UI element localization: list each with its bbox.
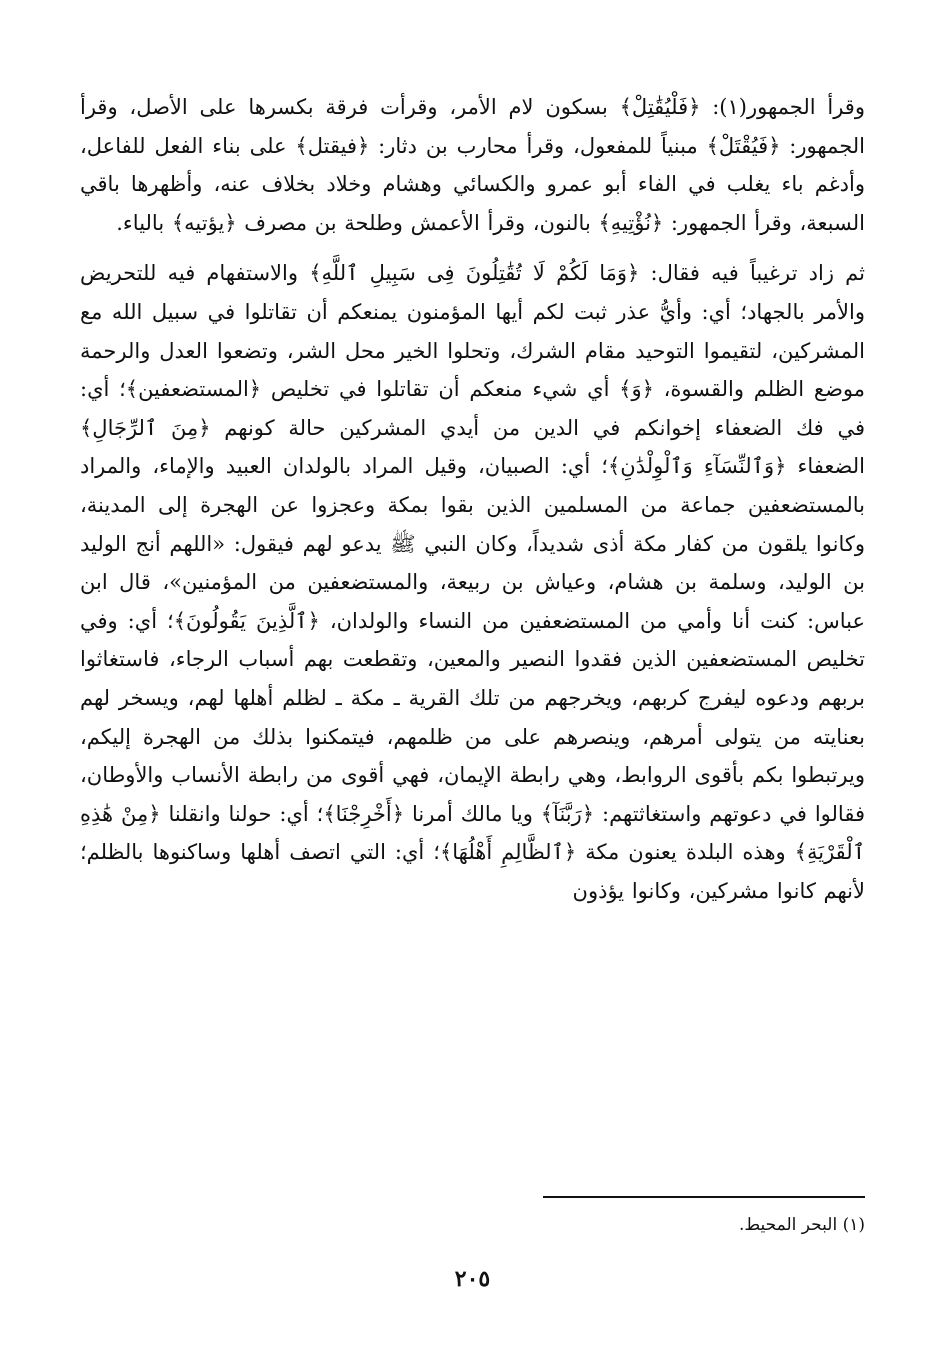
page-number: ٢٠٥ bbox=[454, 1266, 491, 1292]
page-body bbox=[80, 88, 865, 910]
footnote: (١) البحر المحيط. bbox=[739, 1215, 865, 1235]
paragraph-readings: وقرأ الجمهور(١): ﴿فَلْيُقَٰتِلْ﴾ بسكون لام الأمر، وقرأت فرقة بكسرها على الأصل، وقرأ الجمهور: ﴿فَيُقْتَلْ﴾ مبنياً للمفعول، وقرأ محارب بن دثار: ﴿فيقتل﴾ على بناء الفعل للفاعل، وأدغم باء يغلب في الفاء أبو عمرو والكسائي وهشام وخلاد بخلاف عنه، وأظهرها باقي السبعة، وقرأ الجمهور: ﴿نُؤْتِيهِ﴾ بالنون، وقرأ الأعمش وطلحة بن مصرف ﴿يؤتيه﴾ بالياء. bbox=[80, 95, 865, 235]
footnote-divider bbox=[543, 1196, 865, 1198]
paragraph-exegesis: ثم زاد ترغيباً فيه فقال: ﴿وَمَا لَكُمْ لَا تُقَٰتِلُونَ فِى سَبِيلِ ٱللَّهِ﴾ والاستفهام فيه للتحريض والأمر بالجهاد؛ أي: وأيُّ عذر ثبت لكم أيها المؤمنون يمنعكم أن تقاتلوا في سبيل الله مع المشركين، لتقيموا التوحيد مقام الشرك، وتحلوا الخير محل الشر، وتضعوا العدل والرحمة موضع الظلم والقسوة، ﴿وَ﴾ أي شيء منعكم أن تقاتلوا في تخليص ﴿المستضعفين﴾؛ أي: في فك الضعفاء إخوانكم في الدين من أيدي المشركين حالة كونهم ﴿مِنَ ٱلرِّجَالِ﴾ الضعفاء ﴿وَٱلنِّسَآءِ وَٱلْوِلْدَٰنِ﴾؛ أي: الصبيان، وقيل المراد بالولدان العبيد والإماء، والمراد بالمستضعفين جماعة من المسلمين الذين بقوا بمكة وعجزوا عن الهجرة إلى المدينة، وكانوا يلقون من كفار مكة أذى شديداً، وكان النبي ﷺ يدعو لهم فيقول: «اللهم أنج الوليد بن الوليد، وسلمة بن هشام، وعياش بن ربيعة، والمستضعفين من المؤمنين»، قال ابن عباس: كنت أنا وأمي من المستضعفين من النساء والولدان، ﴿ٱلَّذِينَ يَقُولُونَ﴾؛ أي: وفي تخليص المستضعفين الذين فقدوا النصير والمعين، وتقطعت بهم أسباب الرجاء، فاستغاثوا بربهم ودعوه ليفرج كربهم، ويخرجهم من تلك القرية ـ مكة ـ لظلم أهلها لهم، ويسخر لهم بعنايته من يتولى أمرهم، وينصرهم على من ظلمهم، فيتمكنوا بذلك من الهجرة إليكم، ويرتبطوا بكم بأقوى الروابط، وهي رابطة الإيمان، فهي أقوى من رابطة الأنساب والأوطان، فقالوا في دعوتهم واستغاثتهم: ﴿رَبَّنَآ﴾ ويا مالك أمرنا ﴿أَخْرِجْنَا﴾؛ أي: حولنا وانقلنا ﴿مِنْ هَٰذِهِ ٱلْقَرْيَةِ﴾ وهذه البلدة يعنون مكة ﴿ٱلظَّالِمِ أَهْلُهَا﴾؛ أي: التي اتصف أهلها وساكنوها بالظلم؛ لأنهم كانوا مشركين، وكانوا يؤذون bbox=[80, 261, 865, 903]
